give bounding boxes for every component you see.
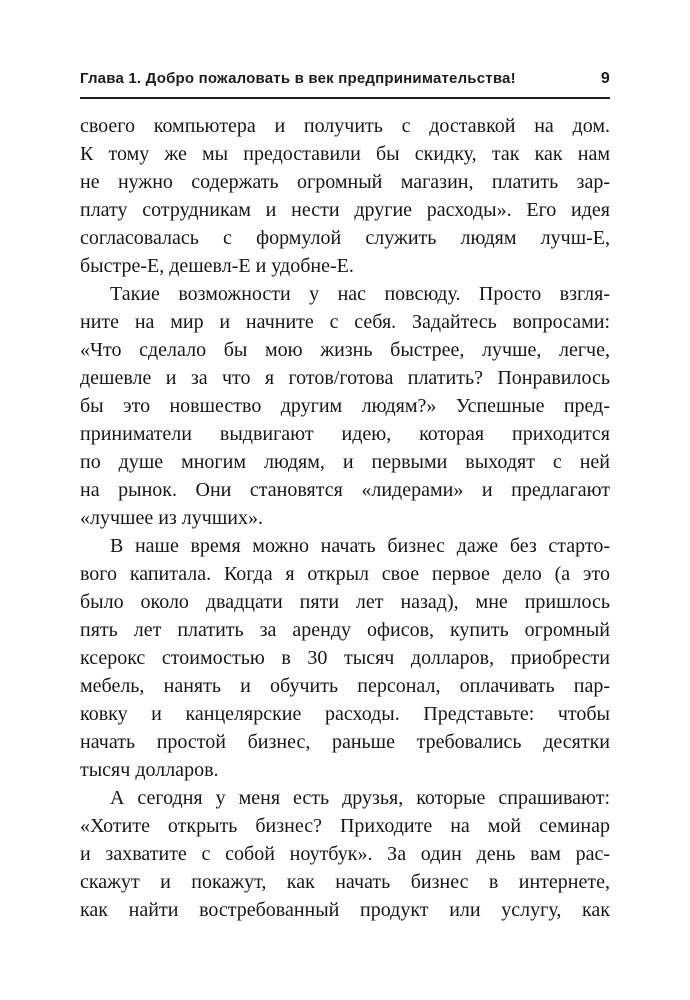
page-number: 9 <box>600 70 610 87</box>
text-line: «Что сделало бы мою жизнь быстрее, лучше, легче, <box>80 339 610 361</box>
body-text <box>80 112 610 924</box>
text-line: не нужно содержать огромный магазин, платить зар- <box>80 171 610 193</box>
text-line: вого капитала. Когда я открыл свое первое дело (а это <box>80 563 610 585</box>
text-line: дешевле и за что я готов/готова платить? Понравилось <box>80 367 610 389</box>
text-line: К тому же мы предоставили бы скидку, так как нам <box>80 143 610 165</box>
paragraph <box>80 112 610 280</box>
text-line: скажут и покажут, как начать бизнес в интернете, <box>80 871 610 893</box>
text-line: мебель, нанять и обучить персонал, оплачивать пар- <box>80 675 610 697</box>
text-line: пять лет платить за аренду офисов, купить огромный <box>80 619 610 641</box>
text-line: В наше время можно начать бизнес даже без старто- <box>110 535 610 557</box>
text-line: ксерокс стоимостью в 30 тысяч долларов, приобрести <box>80 647 610 669</box>
text-line: своего компьютера и получить с доставкой на дом. <box>80 115 610 137</box>
text-line: приниматели выдвигают идею, которая приходится <box>80 423 610 445</box>
page-header <box>80 70 610 99</box>
text-line: ните на мир и начните с себя. Задайтесь вопросами: <box>80 311 610 333</box>
text-line: на рынок. Они становятся «лидерами» и предлагают <box>80 479 610 501</box>
text-line: было около двадцати пяти лет назад), мне пришлось <box>80 591 610 613</box>
text-line: ковку и канцелярские расходы. Представьте: чтобы <box>80 703 610 725</box>
text-line: «Хотите открыть бизнес? Приходите на мой семинар <box>80 815 610 837</box>
text-line: «лучшее из лучших». <box>80 507 263 529</box>
text-line: и захватите с собой ноутбук». За один день вам рас- <box>80 843 610 865</box>
text-line: быстре-Е, дешевл-Е и удобне-Е. <box>80 255 354 277</box>
paragraph <box>80 280 610 532</box>
text-line: Такие возможности у нас повсюду. Просто взгля- <box>110 283 610 305</box>
text-line: А сегодня у меня есть друзья, которые спрашивают: <box>110 787 610 809</box>
paragraph <box>80 532 610 784</box>
chapter-title: Глава 1. Добро пожаловать в век предпринимательства! <box>80 70 516 87</box>
text-line: как найти востребованный продукт или услугу, как <box>80 899 610 921</box>
text-line: согласовалась с формулой служить людям лучш-Е, <box>80 227 610 249</box>
text-line: начать простой бизнес, раньше требовались десятки <box>80 731 610 753</box>
text-line: плату сотрудникам и нести другие расходы». Его идея <box>80 199 610 221</box>
text-line: по душе многим людям, и первыми выходят с ней <box>80 451 610 473</box>
text-line: тысяч долларов. <box>80 759 219 781</box>
paragraph <box>80 784 610 924</box>
text-line: бы это новшество другим людям?» Успешные пред- <box>80 395 610 417</box>
